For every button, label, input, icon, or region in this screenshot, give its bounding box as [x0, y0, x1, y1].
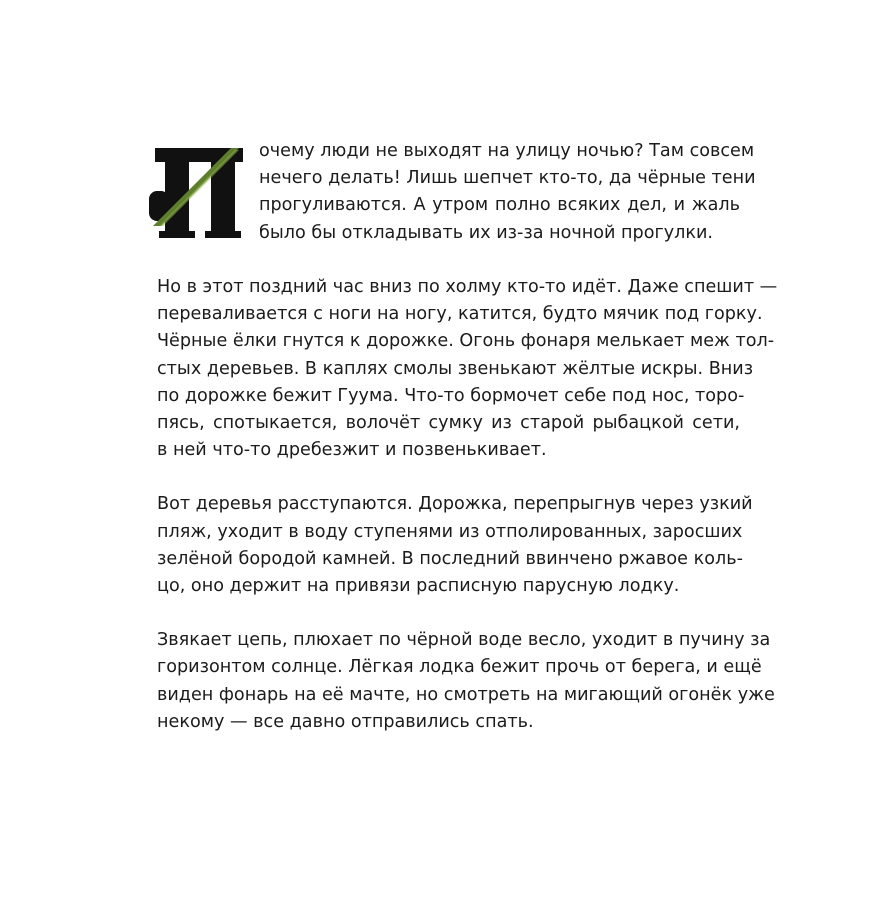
paragraph-gap	[157, 247, 740, 274]
paragraph-line: переваливается с ноги на ногу, катится, будто мячик под горку.	[157, 304, 763, 325]
paragraph-line: некому — все давно отправились спать.	[157, 711, 534, 732]
paragraph-line: было бы откладывать их из-за ночной прогулки.	[259, 222, 714, 243]
paragraph-line: прогуливаются. А утром полно всяких дел, и жаль	[259, 195, 740, 216]
paragraph-line: очему люди не выходят на улицу ночью? Там совсем	[259, 141, 755, 161]
paragraph-line: пясь, спотыкается, волочёт сумку из старой рыбацкой сети,	[157, 413, 740, 434]
paragraph-line: горизонтом солнце. Лёгкая лодка бежит прочь от берега, и ещё	[157, 657, 762, 678]
book-page	[157, 138, 778, 736]
paragraph-gap	[157, 600, 740, 627]
paragraph-line: виден фонарь на её мачте, но смотреть на мигающий огонёк уже	[157, 684, 775, 705]
paragraph-line: зелёной бородой камней. В последний ввинчено ржавое коль-	[157, 548, 743, 569]
paragraph-2	[157, 274, 778, 464]
paragraph-line: стых деревьев. В каплях смолы звенькают жёлтые искры. Вниз	[157, 358, 754, 379]
dropcap-ornament-icon	[147, 142, 247, 242]
paragraph-line: по дорожке бежит Гуума. Что-то бормочет себе под нос, торо-	[157, 385, 745, 406]
paragraph-line: Чёрные ёлки гнутся к дорожке. Огонь фонаря мелькает меж тол-	[157, 331, 775, 352]
paragraph-4	[157, 627, 775, 736]
paragraph-line: нечего делать! Лишь шепчет кто-то, да чёрные тени	[259, 168, 756, 189]
paragraph-1	[259, 138, 756, 247]
paragraph-gap	[157, 464, 740, 491]
paragraph-line: Вот деревья расступаются. Дорожка, перепрыгнув через узкий	[157, 494, 753, 515]
paragraph-line: пляж, уходит в воду ступенями из отполированных, заросших	[157, 521, 743, 542]
paragraph-line: Но в этот поздний час вниз по холму кто-то идёт. Даже спешит —	[157, 277, 778, 297]
dropcap-letter	[157, 138, 158, 139]
paragraph-line: в ней что-то дребезжит и позвенькивает.	[157, 440, 547, 461]
opening-paragraph	[157, 138, 756, 247]
paragraph-3	[157, 491, 753, 600]
paragraph-line: Звякает цепь, плюхает по чёрной воде весло, уходит в пучину за	[157, 630, 771, 651]
paragraph-line: цо, оно держит на привязи расписную парусную лодку.	[157, 576, 680, 597]
